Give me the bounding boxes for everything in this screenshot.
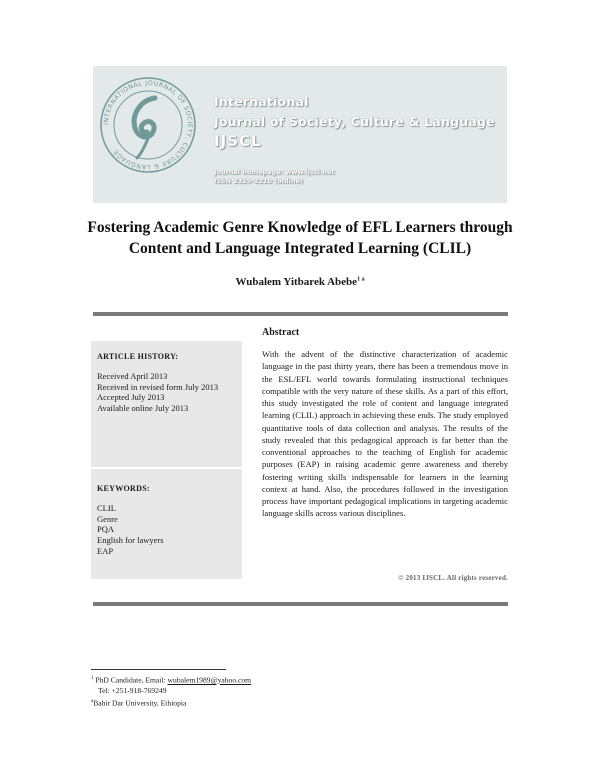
top-divider [93, 312, 508, 316]
footnote-2-text: Bahir Dar University, Ethiopia [93, 698, 187, 708]
copyright-notice: © 2013 IJSCL. All rights reserved. [398, 574, 508, 582]
history-item: Received April 2013 [97, 371, 168, 381]
history-item: Available online July 2013 [97, 403, 189, 414]
article-history-list [97, 371, 218, 414]
article-history-label: ARTICLE HISTORY: [97, 352, 179, 361]
author-email-link[interactable]: wubalem1989@yahoo.com [167, 675, 252, 685]
journal-name-line1: International [214, 94, 309, 109]
journal-logo-icon [97, 70, 199, 180]
journal-name-line2: Journal of Society, Culture & Language [214, 114, 495, 129]
footnote-1-prefix: PhD Candidate, Email: [95, 675, 168, 685]
keyword-item: English for lawyers [97, 535, 164, 546]
svg-text:INTERNATIONAL JOURNAL OF SOCIE [103, 80, 193, 170]
abstract-heading: Abstract [262, 327, 300, 338]
abstract-text: With the advent of the distinctive characterization of academic language in the past thirty years, there has been a tremendous move in the ESL/EFL world towards formulating instructional techniques compatible with the very nature of these skills. As a part of this effort, this study investigated the role of content and language integrated learning (CLIL) approach in achieving these ends. The study employed quantitative tools of data collection and analysis. The results of the study revealed that this pedagogical approach is far better than the conventional approaches to the teaching of English for academic purposes (EAP) in raising academic genre awareness and thereby fostering writing skills indispensable for learners in the learning context at hand. Also, the procedures followed in the investigation process have important pedagogical implications in targeting academic language skills across various disciplines. [262, 349, 508, 519]
keyword-item: Genre [97, 513, 118, 524]
footnote-rule [91, 669, 226, 670]
footnote-2 [91, 697, 251, 709]
keywords-label: KEYWORDS: [97, 484, 150, 493]
journal-abbreviation: IJSCL [214, 132, 262, 150]
keyword-item: CLIL [97, 503, 116, 513]
keyword-item: PQA [97, 524, 115, 535]
footnote-1-mark: 1 [91, 676, 94, 681]
history-item: Accepted July 2013 [97, 392, 165, 403]
history-item: Received in revised form July 2013 [97, 381, 219, 392]
article-title [60, 217, 540, 259]
title-line-1: Fostering Academic Genre Knowledge of EFL Learners through [87, 219, 513, 236]
author-affiliation-marks: 1 a [357, 276, 365, 283]
footnotes [91, 674, 251, 709]
keyword-item: EAP [97, 545, 114, 556]
keywords-list [97, 503, 164, 557]
logo-ring-text: INTERNATIONAL JOURNAL OF SOCIETY, CULTURE & LANGUAGE [102, 79, 194, 171]
footnote-2-mark: a [91, 699, 94, 705]
bottom-divider [93, 602, 508, 606]
title-line-2: Content and Language Integrated Learning (CLIL) [128, 240, 472, 257]
journal-issn: ISSN 2329-2210 (online) [214, 177, 303, 185]
author-line [150, 276, 450, 288]
journal-homepage: Journal homepage: www.ijscl.net [214, 168, 335, 176]
footnote-1-tel: Tel: +251-918-769249 [98, 686, 167, 696]
footnote-1 [91, 674, 251, 686]
author-name: Wubalem Yitbarek Abebe [235, 276, 358, 288]
